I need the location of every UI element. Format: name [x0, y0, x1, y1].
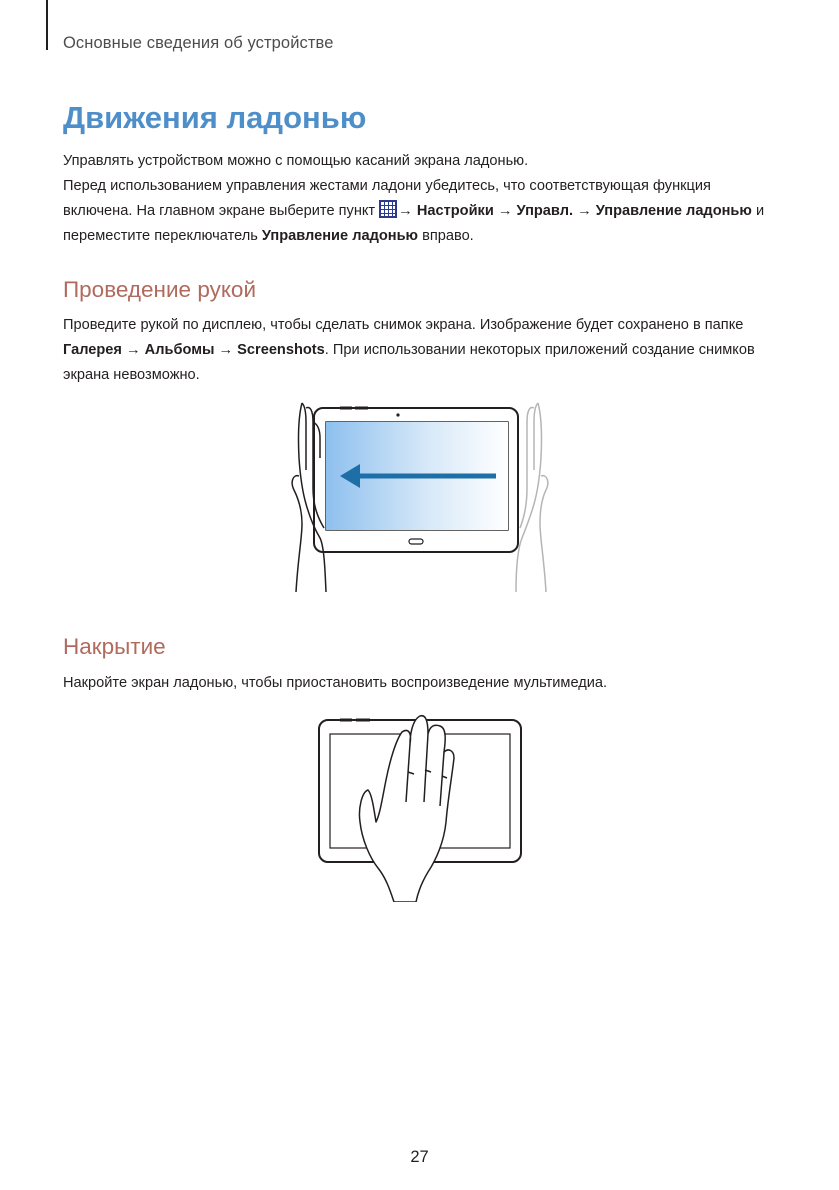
path-arrow: →	[126, 342, 141, 358]
path-step-palm-control: Управление ладонью	[595, 203, 752, 219]
cover-title: Накрытие	[63, 634, 166, 659]
setup-paragraph	[63, 174, 775, 249]
path-arrow: →	[497, 203, 513, 219]
setup-text-middle: и переместите переключатель	[63, 203, 765, 244]
intro-paragraph: Управлять устройством можно с помощью касаний экрана ладонью.	[63, 153, 529, 169]
right-hand-ghost-icon	[516, 403, 548, 592]
tablet-frame	[314, 408, 518, 552]
path-arrow: →	[398, 203, 413, 219]
path-step-motions: Управл.	[516, 203, 574, 219]
swipe-title: Проведение рукой	[63, 277, 257, 302]
palm-swipe-illustration	[280, 398, 560, 594]
palm-cover-illustration	[316, 710, 526, 902]
cover-paragraph: Накройте экран ладонью, чтобы приостановить воспроизведение мультимедиа.	[63, 675, 608, 691]
path-albums: Альбомы	[144, 342, 215, 358]
switch-name: Управление ладонью	[261, 228, 419, 244]
setup-text-before: Перед использованием управления жестами ладони убедитесь, что соответствующая функция включена. На главном экране выберите пункт	[63, 178, 711, 219]
path-arrow: →	[218, 342, 234, 358]
page-number: 27	[410, 1148, 429, 1166]
setup-text-after: вправо.	[422, 228, 474, 244]
path-screenshots: Screenshots	[237, 342, 325, 358]
swipe-paragraph	[63, 313, 775, 388]
running-header: Основные сведения об устройстве	[63, 34, 334, 52]
swipe-text-before: Проведите рукой по дисплею, чтобы сделать снимок экрана. Изображение будет сохранено в папке	[63, 317, 744, 333]
path-step-settings: Настройки	[416, 203, 494, 219]
path-arrow: →	[577, 203, 592, 219]
path-gallery: Галерея	[63, 342, 122, 358]
swipe-text-after: . При использовании некоторых приложений создание снимков экрана невозможно.	[63, 342, 755, 383]
header-rule	[46, 0, 48, 50]
apps-grid-icon	[379, 200, 397, 218]
section-title: Движения ладонью	[63, 100, 367, 135]
